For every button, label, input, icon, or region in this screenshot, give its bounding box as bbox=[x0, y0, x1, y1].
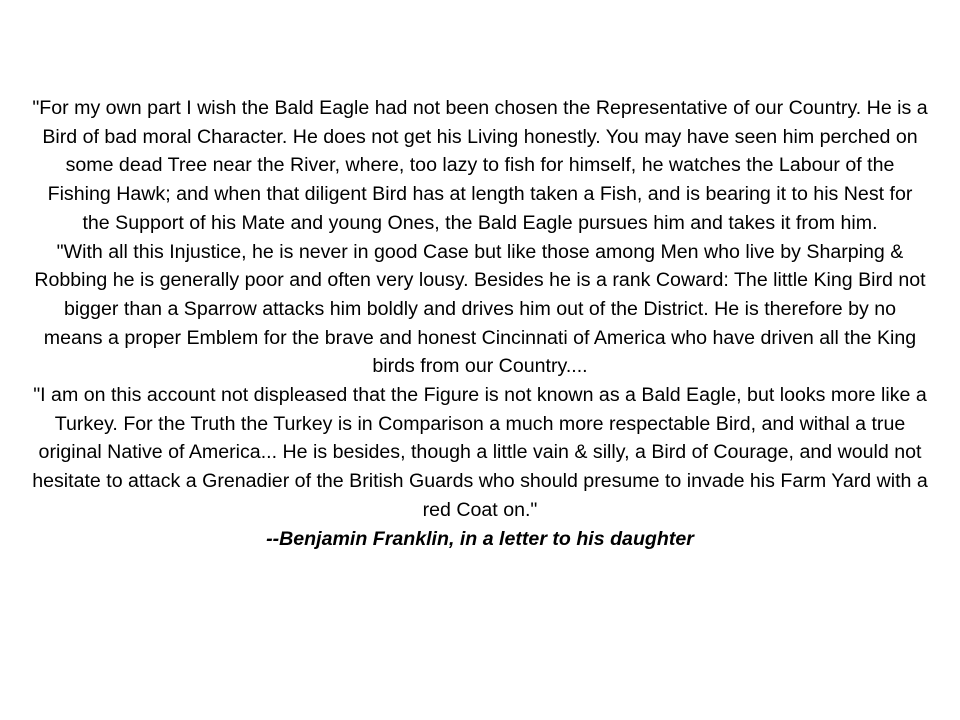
quote-attribution: --Benjamin Franklin, in a letter to his daughter bbox=[266, 527, 694, 550]
quote-paragraph-3: "I am on this account not displeased that the Figure is not known as a Bald Eagle, but looks more like a Turkey. For the Truth the Turkey is in Comparison a much more respectable Bird, and withal a true original Native of America... He is besides, though a little vain & silly, a Bird of Courage, and would not hesitate to attack a Grenadier of the British Guards who should presume to invade his Farm Yard with a red Coat on." bbox=[32, 384, 928, 521]
quote-paragraph-2: "With all this Injustice, he is never in good Case but like those among Men who live by Sharping & Robbing he is generally poor and often very lousy. Besides he is a rank Coward: The little King Bird not bigger than a Sparrow attacks him boldly and drives him out of the District. He is therefore by no means a proper Emblem for the brave and honest Cincinnati of America who have driven all the King birds from our Country.... bbox=[34, 240, 926, 378]
quote-text-block bbox=[32, 94, 928, 553]
quote-paragraph-1: "For my own part I wish the Bald Eagle had not been chosen the Representative of our Country. He is a Bird of bad moral Character. He does not get his Living honestly. You may have seen him perched on some dead Tree near the River, where, too lazy to fish for himself, he watches the Labour of the Fishing Hawk; and when that diligent Bird has at length taken a Fish, and is bearing it to his Nest for the Support of his Mate and young Ones, the Bald Eagle pursues him and takes it from him. bbox=[32, 97, 928, 234]
